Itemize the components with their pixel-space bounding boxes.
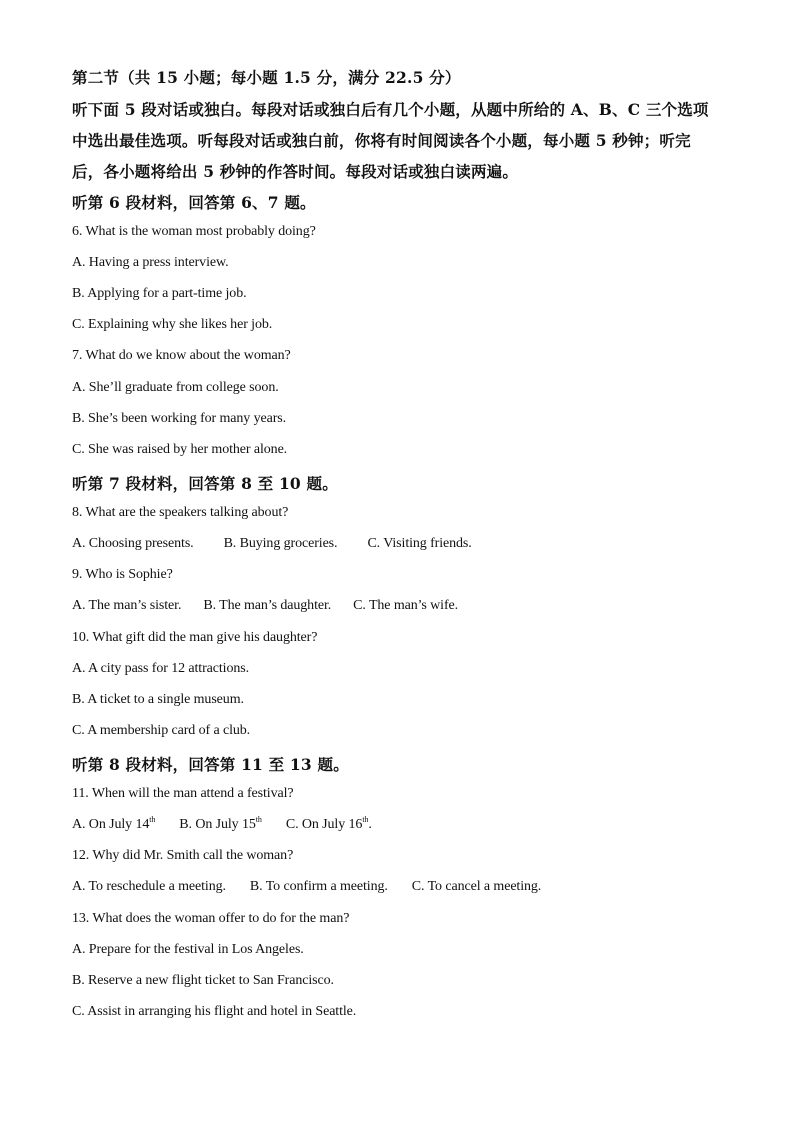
option-b[interactable]: B. On July 15th <box>179 815 262 832</box>
instructions-line-3: 后，各小题将给出 5 秒钟的作答时间。每段对话或独白读两遍。 <box>72 162 519 181</box>
option-c[interactable]: C. The man’s wife. <box>353 598 459 613</box>
options-row <box>72 817 372 833</box>
option-a[interactable]: A. A city pass for 12 attractions. <box>72 661 250 676</box>
question-stem: 13. What does the woman offer to do for the man? <box>72 911 350 926</box>
option-b[interactable]: B. Applying for a part-time job. <box>72 286 247 301</box>
option-b[interactable]: B. Reserve a new flight ticket to San Francisco. <box>72 973 334 988</box>
option-b[interactable]: B. The man’s daughter. <box>203 598 332 613</box>
ordinal-suffix: th <box>362 815 369 824</box>
option-c[interactable]: C. To cancel a meeting. <box>411 879 542 894</box>
instructions-line-1: 听下面 5 段对话或独白。每段对话或独白后有几个小题，从题中所给的 A、B、C 三个选项 <box>72 100 709 119</box>
option-c[interactable]: C. Assist in arranging his flight and hotel in Seattle. <box>72 1004 357 1019</box>
option-b[interactable]: B. Buying groceries. <box>223 536 338 551</box>
option-b[interactable]: B. A ticket to a single museum. <box>72 692 244 707</box>
group-header: 听第 7 段材料，回答第 8 至 10 题。 <box>72 474 338 493</box>
group-header: 听第 8 段材料，回答第 11 至 13 题。 <box>72 755 349 774</box>
question-stem: 6. What is the woman most probably doing? <box>72 224 316 239</box>
option-c[interactable]: C. She was raised by her mother alone. <box>72 442 288 457</box>
option-c[interactable]: C. Visiting friends. <box>367 536 472 551</box>
section-heading: 第二节（共 15 小题；每小题 1.5 分，满分 22.5 分） <box>72 68 461 87</box>
option-a[interactable]: A. Choosing presents. <box>72 536 194 551</box>
options-row <box>72 879 541 895</box>
option-b[interactable]: B. She’s been working for many years. <box>72 411 287 426</box>
options-row <box>72 598 458 614</box>
question-stem: 11. When will the man attend a festival? <box>72 786 294 801</box>
option-a[interactable]: A. Having a press interview. <box>72 255 229 270</box>
option-a[interactable]: A. To reschedule a meeting. <box>72 879 226 894</box>
option-b[interactable]: B. To confirm a meeting. <box>249 879 388 894</box>
option-a[interactable]: A. She’ll graduate from college soon. <box>72 380 279 395</box>
question-stem: 12. Why did Mr. Smith call the woman? <box>72 848 294 863</box>
question-stem: 9. Who is Sophie? <box>72 567 173 582</box>
ordinal-suffix: th <box>255 815 262 824</box>
options-row <box>72 536 472 552</box>
option-a[interactable]: A. The man’s sister. <box>72 598 182 613</box>
option-c[interactable]: C. A membership card of a club. <box>72 723 251 738</box>
ordinal-suffix: th <box>149 815 156 824</box>
question-stem: 7. What do we know about the woman? <box>72 348 291 363</box>
instructions-line-2: 中选出最佳选项。听每段对话或独白前，你将有时间阅读各个小题，每小题 5 秒钟；听完 <box>72 131 691 150</box>
question-stem: 8. What are the speakers talking about? <box>72 505 289 520</box>
option-a[interactable]: A. Prepare for the festival in Los Angeles. <box>72 942 304 957</box>
group-header: 听第 6 段材料，回答第 6、7 题。 <box>72 193 316 212</box>
question-stem: 10. What gift did the man give his daughter? <box>72 630 318 645</box>
option-c[interactable]: C. Explaining why she likes her job. <box>72 317 273 332</box>
option-a[interactable]: A. On July 14th <box>72 815 156 832</box>
option-c[interactable]: C. On July 16th. <box>285 815 372 832</box>
